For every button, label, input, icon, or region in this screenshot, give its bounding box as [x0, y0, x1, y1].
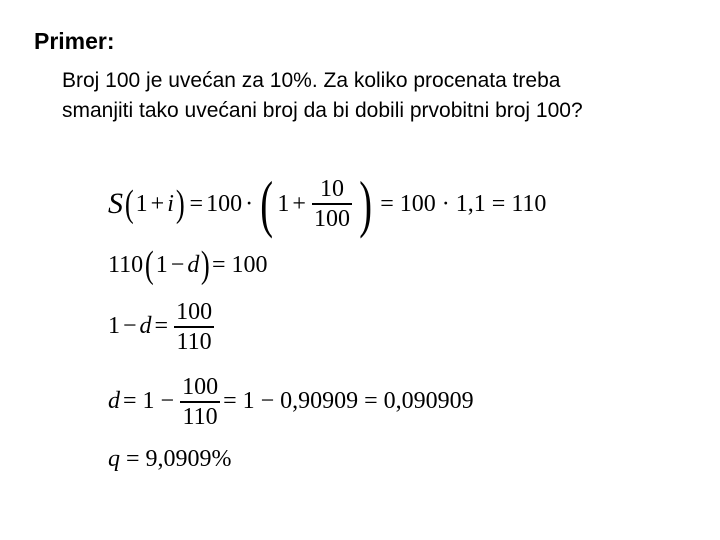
- big-paren-open: (: [260, 168, 274, 239]
- equals-sign: =: [154, 313, 169, 340]
- symbol-d: d: [139, 313, 152, 340]
- value-100: 100: [206, 190, 243, 217]
- fraction-100-110: [180, 373, 220, 431]
- symbol-q: q: [108, 446, 120, 472]
- plus-sign-inner: +: [292, 190, 306, 217]
- digit-one: 1: [155, 251, 168, 278]
- paren-open: (: [145, 244, 154, 286]
- equation-decrease: [108, 245, 268, 285]
- symbol-d: d: [187, 251, 200, 278]
- equation-rhs: = 1 − 0,90909 = 0,090909: [223, 388, 474, 415]
- paren-open: (: [124, 183, 134, 225]
- equation-solve-d: [108, 298, 217, 356]
- fraction-100-110: [174, 298, 214, 356]
- value-110: 110: [108, 251, 144, 278]
- digit-one-inner: 1: [277, 190, 290, 217]
- problem-line-2: smanjiti tako uvećani broj da bi dobili prvobitni broj 100?: [62, 99, 583, 122]
- equation-rhs: = 100 · 1,1 = 110: [380, 190, 547, 217]
- paren-close: ): [201, 244, 211, 286]
- symbol-s: S: [108, 187, 123, 220]
- digit-one: 1: [108, 313, 120, 340]
- symbol-d: d: [108, 388, 120, 415]
- big-paren-close: ): [359, 168, 372, 239]
- plus-sign: +: [150, 190, 165, 217]
- minus-sign: −: [123, 313, 137, 340]
- equals-sign: =: [189, 190, 204, 217]
- fraction-denominator: 100: [313, 205, 350, 232]
- equation-growth: [108, 168, 547, 239]
- example-heading: Primer:: [34, 28, 115, 54]
- multiply-dot: ·: [245, 190, 254, 217]
- fraction-denominator: 110: [176, 328, 212, 355]
- problem-line-1: Broj 100 je uvećan za 10%. Za koliko procenata treba: [62, 69, 561, 92]
- fraction-numerator: 100: [176, 299, 213, 325]
- fraction-numerator: 100: [182, 374, 219, 400]
- equation-d-value: [108, 373, 474, 431]
- symbol-i: i: [167, 190, 174, 217]
- equation-q-result: [108, 446, 232, 473]
- fraction-denominator: 110: [182, 403, 218, 430]
- fraction-numerator: 10: [319, 176, 344, 203]
- equals-one-minus: = 1 −: [123, 388, 175, 415]
- minus-sign: −: [170, 251, 185, 278]
- equation-rhs: = 100: [211, 251, 268, 278]
- problem-statement: [62, 66, 702, 126]
- digit-one: 1: [135, 190, 148, 217]
- paren-close: ): [175, 183, 185, 225]
- fraction-10-100: [312, 175, 352, 233]
- equation-rhs: = 9,0909%: [126, 446, 232, 472]
